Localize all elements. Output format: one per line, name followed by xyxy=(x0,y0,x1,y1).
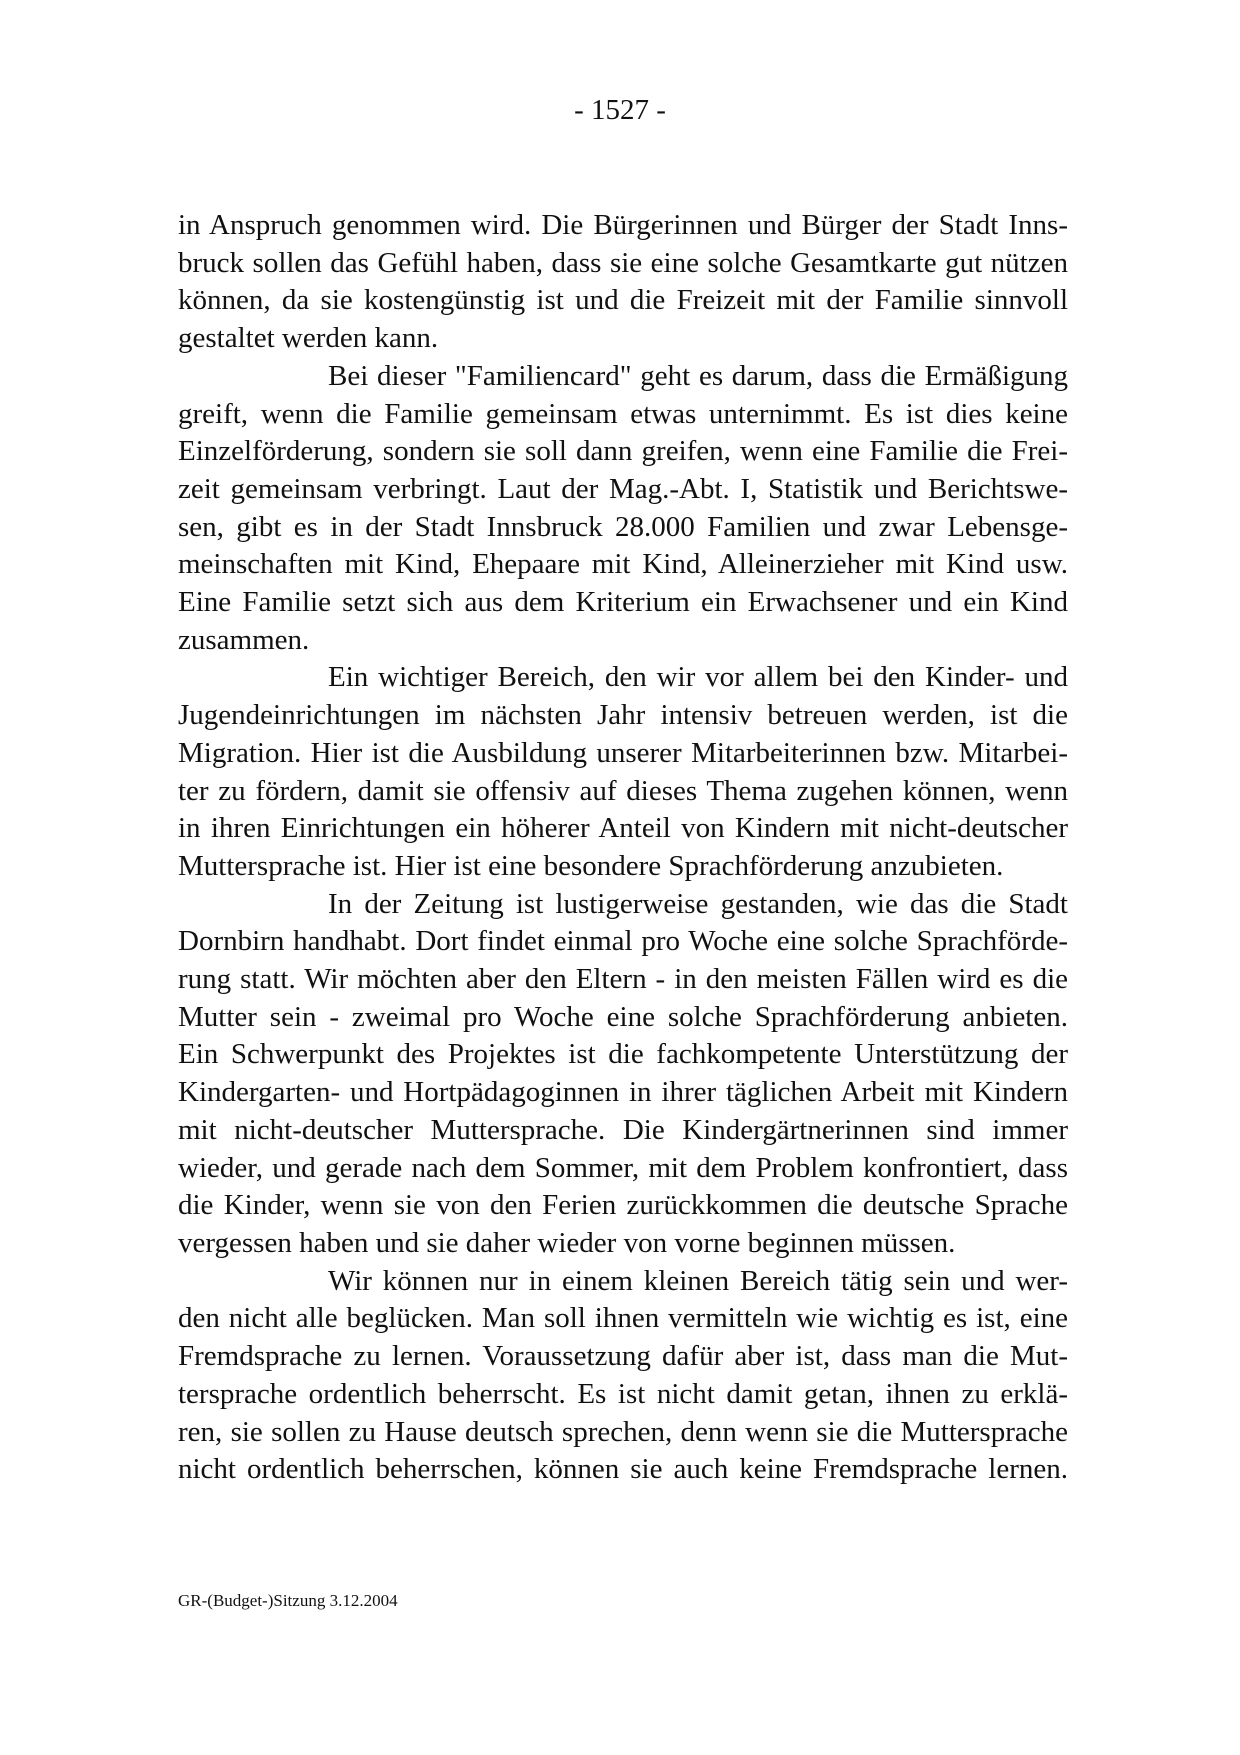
text-line: Kindergarten- und Hortpädagoginnen in ihrer täglichen Arbeit mit Kindern xyxy=(178,1076,1068,1109)
paragraph-3 xyxy=(178,659,1068,885)
text-line: vergessen haben und sie daher wieder von vorne beginnen müssen. xyxy=(178,1226,956,1259)
text-line: Migration. Hier ist die Ausbildung unserer Mitarbeiterinnen bzw. Mitarbei- xyxy=(178,736,1068,769)
text-line: rung statt. Wir möchten aber den Eltern - in den meisten Fällen wird es die xyxy=(178,963,1068,996)
text-line: Muttersprache ist. Hier ist eine besondere Sprachförderung anzubieten. xyxy=(178,849,1004,882)
text-line: können, da sie kostengünstig ist und die Freizeit mit der Familie sinnvoll xyxy=(178,284,1068,317)
text-line: Jugendeinrichtungen im nächsten Jahr intensiv betreuen werden, ist die xyxy=(178,699,1068,732)
text-line: ter zu fördern, damit sie offensiv auf dieses Thema zugehen können, wenn xyxy=(178,774,1068,807)
text-line: wieder, und gerade nach dem Sommer, mit dem Problem konfrontiert, dass xyxy=(178,1151,1068,1184)
text-line: zeit gemeinsam verbringt. Laut der Mag.-Abt. I, Statistik und Berichtswe- xyxy=(178,472,1068,505)
text-line: zusammen. xyxy=(178,623,310,656)
text-line: greift, wenn die Familie gemeinsam etwas unternimmt. Es ist dies keine xyxy=(178,397,1068,430)
paragraph-4 xyxy=(178,886,1068,1263)
text-line: in Anspruch genommen wird. Die Bürgerinnen und Bürger der Stadt Inns- xyxy=(178,209,1068,241)
text-line: die Kinder, wenn sie von den Ferien zurückkommen die deutsche Sprache xyxy=(178,1189,1068,1222)
text-line: gestaltet werden kann. xyxy=(178,322,439,355)
text-line: Einzelförderung, sondern sie soll dann greifen, wenn eine Familie die Frei- xyxy=(178,435,1068,468)
text-line: In der Zeitung ist lustigerweise gestanden, wie das die Stadt xyxy=(328,887,1068,920)
text-line: Fremdsprache zu lernen. Voraussetzung dafür aber ist, dass man die Mut- xyxy=(178,1340,1068,1373)
text-line: Eine Familie setzt sich aus dem Kriterium ein Erwachsener und ein Kind xyxy=(178,586,1068,619)
body-text xyxy=(178,207,1068,1489)
text-line: mit nicht-deutscher Muttersprache. Die Kindergärtnerinnen sind immer xyxy=(178,1113,1068,1146)
text-line: Wir können nur in einem kleinen Bereich tätig sein und wer- xyxy=(328,1264,1068,1297)
text-line: den nicht alle beglücken. Man soll ihnen vermitteln wie wichtig es ist, eine xyxy=(178,1302,1068,1335)
text-line: ren, sie sollen zu Hause deutsch sprechen, denn wenn sie die Muttersprache xyxy=(178,1415,1068,1448)
text-line: nicht ordentlich beherrschen, können sie auch keine Fremdsprache lernen. xyxy=(178,1453,1068,1486)
text-line: Dornbirn handhabt. Dort findet einmal pro Woche eine solche Sprachförde- xyxy=(178,925,1068,958)
page-number: - 1527 - xyxy=(574,94,666,126)
text-line: tersprache ordentlich beherrscht. Es ist nicht damit getan, ihnen zu erklä- xyxy=(178,1377,1068,1410)
paragraph-1 xyxy=(178,207,1068,358)
text-line: in ihren Einrichtungen ein höherer Anteil von Kindern mit nicht-deutscher xyxy=(178,812,1068,845)
text-line: sen, gibt es in der Stadt Innsbruck 28.000 Familien und zwar Lebensge- xyxy=(178,510,1068,543)
text-line: Mutter sein - zweimal pro Woche eine solche Sprachförderung anbieten. xyxy=(178,1000,1068,1033)
text-line: Bei dieser "Familiencard" geht es darum, dass die Ermäßigung xyxy=(328,359,1068,392)
paragraph-5 xyxy=(178,1263,1068,1489)
text-line: bruck sollen das Gefühl haben, dass sie eine solche Gesamtkarte gut nützen xyxy=(178,246,1068,279)
paragraph-2 xyxy=(178,358,1068,660)
text-line: Ein Schwerpunkt des Projektes ist die fachkompetente Unterstützung der xyxy=(178,1038,1068,1071)
text-line: meinschaften mit Kind, Ehepaare mit Kind, Alleinerzieher mit Kind usw. xyxy=(178,548,1068,581)
page-footer: GR-(Budget-)Sitzung 3.12.2004 xyxy=(178,1591,398,1610)
text-line: Ein wichtiger Bereich, den wir vor allem bei den Kinder- und xyxy=(328,661,1068,694)
